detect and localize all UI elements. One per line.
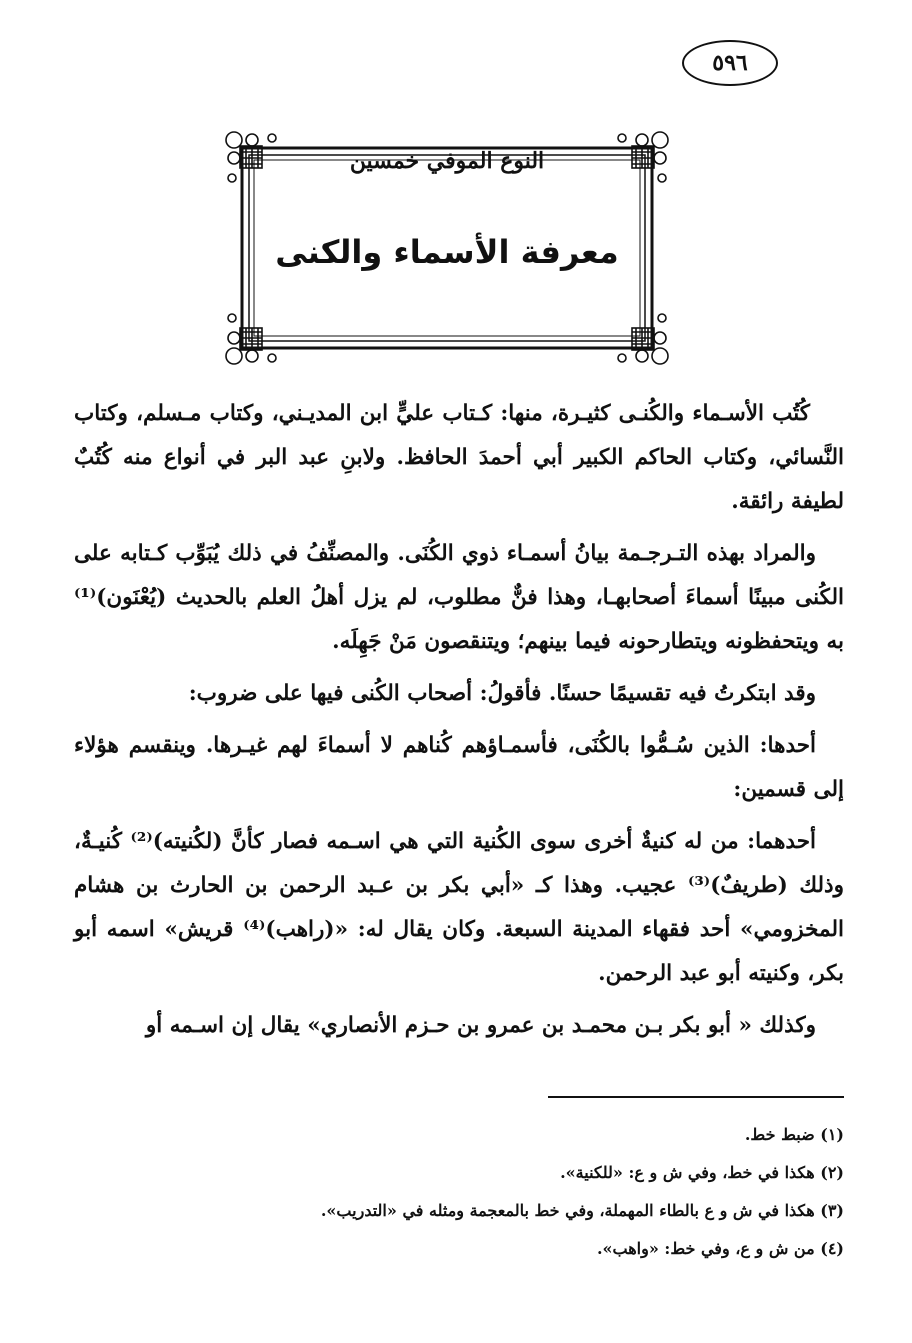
body-text <box>74 392 844 1056</box>
footnote: (٤) من ش و ع، وفي خط: «واهب». <box>596 1239 844 1258</box>
paragraph: وكذلك « أبو بكر بـن محمـد بن عمرو بن حـزم الأنصاري» يقال إن اسـمه أو <box>145 1013 816 1038</box>
footnotes <box>80 1116 844 1268</box>
footnote: (٣) هكذا في ش و ع بالطاء المهملة، وفي خط بالمعجمة ومثله في «التدريب». <box>320 1201 844 1220</box>
paragraph: كُتُب الأسـماء والكُنـى كثيـرة، منها: كـتاب عليٍّ ابن المديـني، وكتاب مـسلم، وكتاب النَّسائي، وكتاب الحاكم الكبير أبي أحمدَ الحافظ. ولابنِ عبد البر في أنواع منه كُتُبٌ لطيفة رائقة. <box>74 401 844 514</box>
title-frame <box>222 128 672 368</box>
footnote: (٢) هكذا في خط، وفي ش و ع: «للكنية». <box>560 1163 844 1182</box>
footnote: (١) ضبط خط. <box>744 1125 844 1144</box>
type-title: النوع الموفي خمسين <box>349 148 545 174</box>
paragraph: والمراد بهذه التـرجـمة بيانُ أسمـاء ذوي الكُنَى. والمصنِّفُ في ذلك يُبَوِّب كـتابه على الكُنى مبينًا أسماءَ أصحابهـا، وهذا فنٌّ مطلوب، لم يزل أهلُ العلم بالحديث (يُعْنَون)⁽¹⁾ به ويتحفظونه ويتطارحونه فيما بينهم؛ ويتنقصون مَنْ جَهِلَه. <box>74 541 844 654</box>
footnote-divider <box>548 1096 844 1098</box>
paragraph: وقد ابتكرتُ فيه تقسيمًا حسنًا. فأقولُ: أصحاب الكُنى فيها على ضروب: <box>188 681 816 706</box>
main-title: معرفة الأسماء والكنى <box>275 233 619 271</box>
paragraph: أحدها: الذين سُـمُّوا بالكُنَى، فأسمـاؤهم كُناهم لا أسماءَ لهم غيـرها. وينقسم هؤلاء إلى قسمين: <box>74 733 844 802</box>
page-number: ٥٩٦ <box>682 40 778 86</box>
paragraph: أحدهما: من له كنيةٌ أخرى سوى الكُنية التي هي اسـمه فصار كأنَّ (لكُنيته)⁽²⁾ كُنيـةٌ، وذلك (طريفٌ)⁽³⁾ عجيب. وهذا كـ «أبي بكر بن عـبد الرحمن بن الحارث بن هشام المخزومي» أحد فقهاء المدينة السبعة. وكان يقال له: «(راهب)⁽⁴⁾ قريش» اسمه أبو بكر، وكنيته أبو عبد الرحمن. <box>74 829 844 986</box>
